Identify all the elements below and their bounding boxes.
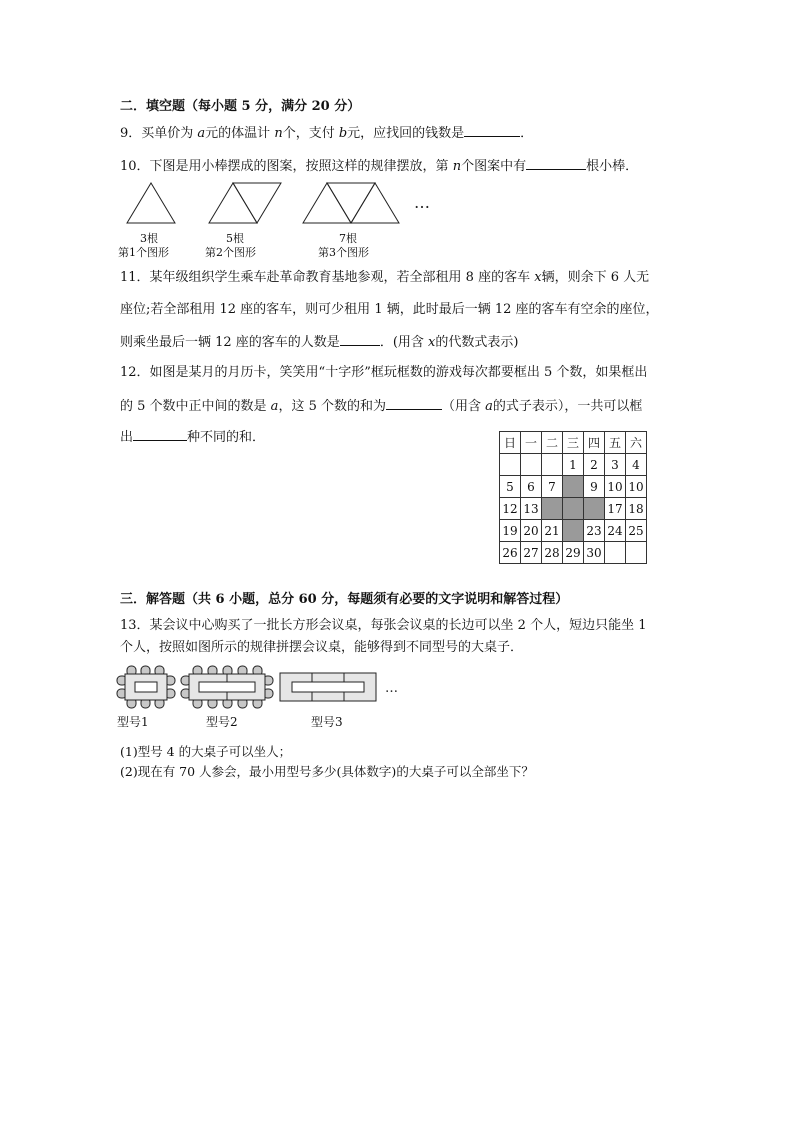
model-3-label: 型号3: [311, 715, 343, 729]
weekday-header: 五: [605, 432, 626, 454]
calendar-header-row: [500, 432, 647, 454]
calendar-cell: 26: [500, 542, 521, 564]
calendar-table: [499, 431, 647, 564]
question-13-sub-1: (1)型号 4 的大桌子可以坐人；: [120, 744, 292, 759]
ellipsis: …: [385, 681, 398, 696]
calendar-cell: 5: [500, 476, 521, 498]
answer-blank[interactable]: [340, 333, 380, 346]
calendar-cell: 21: [542, 520, 563, 542]
calendar-cell: 23: [584, 520, 605, 542]
figure-3-label: 第3个图形: [318, 246, 369, 259]
cross-frame-cell: [563, 476, 584, 498]
calendar-row: [500, 520, 647, 542]
triangle-figure-3: [303, 183, 399, 223]
model-1-label: 型号1: [117, 715, 149, 729]
calendar-cell: 18: [626, 498, 647, 520]
question-9: 9．买单价为 a元的体温计 n个，支付 b元，应找回的钱数是 ．: [120, 126, 534, 141]
question-12-line-1: 12．如图是某月的月历卡，笑笑用“十字形”框玩框数的游戏每次都要框出 5 个数，如果框出: [120, 365, 648, 380]
question-12-line-3: 出 种不同的和．: [120, 430, 266, 445]
model-3-table: [280, 673, 376, 701]
model-1-table: [117, 666, 175, 708]
calendar-cell: 4: [626, 454, 647, 476]
answer-blank[interactable]: [464, 124, 520, 137]
calendar-cell: 28: [542, 542, 563, 564]
calendar-cell: 12: [500, 498, 521, 520]
triangle-figure-2: [209, 183, 281, 223]
question-13-sub-2: (2)现在有 70 人参会，最小用型号多少(具体数字)的大桌子可以全部坐下？: [120, 764, 534, 779]
question-13-line-2: 个人，按照如图所示的规律拼摆会议桌，能够得到不同型号的大桌子．: [120, 640, 524, 655]
weekday-header: 日: [500, 432, 521, 454]
calendar-row: [500, 542, 647, 564]
var-n: n: [274, 126, 283, 141]
figure-1-label: 第1个图形: [118, 246, 169, 259]
question-12-line-2: 的 5 个数中正中间的数是 a，这 5 个数的和为 （用含 a的式子表示），一共可以框: [120, 399, 643, 414]
weekday-header: 六: [626, 432, 647, 454]
model-2-label: 型号2: [206, 715, 238, 729]
cross-frame-cell: [563, 520, 584, 542]
calendar-cell: 10: [626, 476, 647, 498]
calendar-cell: 24: [605, 520, 626, 542]
calendar-cell: [521, 454, 542, 476]
triangle-figure-1: [127, 183, 175, 223]
question-13-line-1: 13．某会议中心购买了一批长方形会议桌，每张会议桌的长边可以坐 2 个人，短边只能坐 1: [120, 618, 647, 633]
cross-frame-cell: [584, 498, 605, 520]
question-11-line-2: 座位;若全部租用 12 座的客车，则可少租用 1 辆，此时最后一辆 12 座的客车有空余的座位，: [120, 302, 659, 317]
calendar-cell: 27: [521, 542, 542, 564]
answer-blank[interactable]: [526, 157, 586, 170]
section-2-title: 二．填空题（每小题 5 分，满分 20 分）: [120, 99, 361, 114]
weekday-header: 四: [584, 432, 605, 454]
calendar-cell: 10: [605, 476, 626, 498]
calendar-cell: 30: [584, 542, 605, 564]
calendar-row: [500, 498, 647, 520]
calendar-cell: [542, 454, 563, 476]
calendar-cell: 3: [605, 454, 626, 476]
calendar-cell: 25: [626, 520, 647, 542]
model-2-table: [181, 666, 273, 708]
cross-frame-center-cell: [563, 498, 584, 520]
figure-1-count: 3根: [140, 232, 158, 245]
calendar-cell: 20: [521, 520, 542, 542]
question-11-line-1: 11．某年级组织学生乘车赴革命教育基地参观，若全部租用 8 座的客车 x辆，则余下 6 人无: [120, 270, 650, 285]
weekday-header: 三: [563, 432, 584, 454]
calendar-cell: 6: [521, 476, 542, 498]
cross-frame-cell: [542, 498, 563, 520]
table-models-figure: [115, 664, 405, 712]
calendar-cell: [605, 542, 626, 564]
calendar-cell: 1: [563, 454, 584, 476]
calendar-cell: 17: [605, 498, 626, 520]
question-11-line-3: 则乘坐最后一辆 12 座的客车的人数是 ．(用含 x的代数式表示): [120, 335, 519, 350]
ellipsis: …: [414, 193, 430, 212]
answer-blank[interactable]: [386, 397, 442, 410]
calendar-cell: 19: [500, 520, 521, 542]
calendar-row: [500, 476, 647, 498]
figure-2-label: 第2个图形: [205, 246, 256, 259]
question-10: 10．下图是用小棒摆成的图案，按照这样的规律摆放，第 n个图案中有 根小棒．: [120, 159, 639, 174]
calendar-row: [500, 454, 647, 476]
weekday-header: 一: [521, 432, 542, 454]
calendar-cell: [626, 542, 647, 564]
answer-blank[interactable]: [133, 428, 187, 441]
var-a: a: [197, 126, 206, 141]
calendar-cell: 7: [542, 476, 563, 498]
calendar-cell: 9: [584, 476, 605, 498]
calendar-cell: 29: [563, 542, 584, 564]
weekday-header: 二: [542, 432, 563, 454]
calendar-cell: 13: [521, 498, 542, 520]
var-b: b: [338, 126, 348, 141]
calendar-cell: 2: [584, 454, 605, 476]
section-3-title: 三．解答题（共 6 小题，总分 60 分，每题须有必要的文字说明和解答过程）: [120, 592, 569, 607]
figure-2-count: 5根: [226, 232, 244, 245]
calendar-cell: [500, 454, 521, 476]
triangle-pattern-figure: [110, 178, 450, 230]
figure-3-count: 7根: [339, 232, 357, 245]
